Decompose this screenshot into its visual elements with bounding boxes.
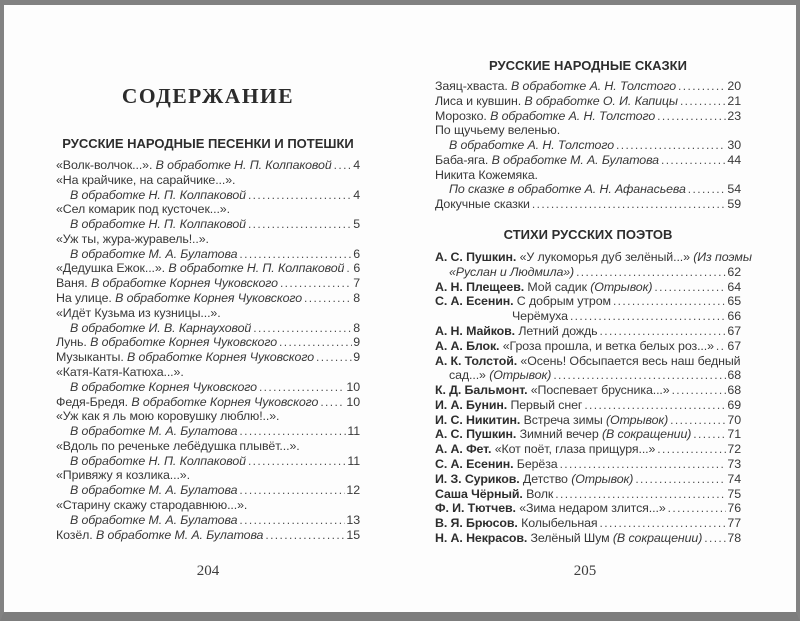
entry-title: Козёл. xyxy=(56,527,96,542)
dot-leader xyxy=(346,261,352,276)
entry-text xyxy=(70,454,246,469)
dot-leader xyxy=(584,398,726,413)
toc-line xyxy=(56,439,360,454)
entry-text xyxy=(435,250,752,265)
toc-line xyxy=(56,350,360,365)
entry-editor-note: В обработке А. Н. Толстого xyxy=(490,108,656,123)
entry-text xyxy=(449,138,614,153)
dot-leader xyxy=(693,427,726,442)
entry-title: Летний дождь xyxy=(518,323,598,338)
page-ref: 67 xyxy=(727,323,741,338)
dot-leader xyxy=(716,339,727,354)
section-folk-tales xyxy=(435,58,741,212)
entry-editor-note: (В сокращении) xyxy=(612,530,703,545)
entry-editor-note: (Отрывок) xyxy=(489,368,552,383)
page-ref: 20 xyxy=(727,79,741,93)
toc-line xyxy=(435,516,741,531)
entry-text xyxy=(56,468,190,483)
entry-author: Н. А. Некрасов. xyxy=(435,530,531,545)
dot-leader xyxy=(248,454,346,469)
entry-text xyxy=(70,188,246,203)
toc-line xyxy=(435,501,741,516)
entry-editor-note: (Из поэмы xyxy=(693,250,752,265)
entry-text xyxy=(449,265,574,280)
entry-text xyxy=(435,531,702,546)
toc-line xyxy=(56,232,360,247)
right-page-column xyxy=(435,58,752,546)
entry-title: «Старину скажу стародавнюю...». xyxy=(56,497,248,512)
entry-title: «Зима недаром злится...» xyxy=(519,501,666,516)
entry-editor-note: В обработке Н. П. Колпаковой xyxy=(168,261,345,276)
entry-text xyxy=(435,280,652,295)
entry-text xyxy=(56,528,263,543)
entry-title: Встреча зимы xyxy=(523,412,607,427)
entry-editor-note: (Отрывок) xyxy=(590,279,653,294)
entry-author: В. Я. Брюсов. xyxy=(435,516,522,531)
entry-text xyxy=(435,94,678,109)
dot-leader xyxy=(560,457,727,472)
entry-text xyxy=(56,395,318,410)
entry-title: «У лукоморья дуб зелёный...» xyxy=(519,250,694,265)
dot-leader xyxy=(654,280,726,295)
entry-title: Баба-яга. xyxy=(435,152,492,167)
toc-line xyxy=(56,498,360,513)
entry-author: И. А. Бунин. xyxy=(435,397,511,412)
toc-line xyxy=(56,261,360,276)
entry-author: К. Д. Бальмонт. xyxy=(435,383,531,398)
entry-text xyxy=(56,409,279,424)
dot-leader xyxy=(320,395,345,410)
entry-author: А. С. Пушкин. xyxy=(435,427,520,442)
dot-leader xyxy=(553,368,726,383)
toc-line xyxy=(56,483,360,498)
entry-author: С. А. Есенин. xyxy=(435,456,517,471)
entry-title: Детство xyxy=(522,471,572,486)
entry-title: Лунь. xyxy=(56,335,91,350)
entry-editor-note: В обработке М. А. Булатова xyxy=(70,512,238,527)
entry-editor-note: В обработке М. А. Булатова xyxy=(95,527,264,542)
entry-title: «Гроза прошла, и ветка белых роз...» xyxy=(502,338,714,353)
entry-title: «Дедушка Ежок...». xyxy=(56,261,169,276)
toc-line xyxy=(56,291,360,306)
entry-editor-note: (В сокращении) xyxy=(601,427,692,442)
page-ref: 8 xyxy=(353,291,360,306)
entry-text xyxy=(70,217,246,232)
entry-text xyxy=(56,232,209,247)
toc-line xyxy=(435,427,741,442)
entry-title: «Уж как я ль мою коровушку люблю!..». xyxy=(56,409,280,424)
page-ref: 23 xyxy=(727,108,741,123)
page-ref: 64 xyxy=(727,279,741,294)
dot-leader xyxy=(680,94,726,109)
entry-title: «Поспевает брусника...» xyxy=(530,383,670,398)
entry-text xyxy=(56,291,302,306)
entry-author: А. К. Толстой. xyxy=(435,353,521,368)
entry-editor-note: (Отрывок) xyxy=(571,471,634,486)
entry-title: С добрым утром xyxy=(516,294,611,309)
entry-title: «Вдоль по реченьке лебёдушка плывёт...». xyxy=(56,438,300,453)
entry-text xyxy=(56,439,300,454)
dot-leader xyxy=(688,182,727,197)
entry-text xyxy=(70,247,237,262)
page-ref: 72 xyxy=(727,442,741,457)
page-ref: 9 xyxy=(353,335,360,350)
entry-text xyxy=(56,276,278,291)
entry-title: Берёза xyxy=(516,456,558,471)
entry-text xyxy=(56,365,184,380)
page-ref: 11 xyxy=(347,424,360,439)
entry-title: «Волк-волчок...». xyxy=(56,158,156,172)
entry-title: Черёмуха xyxy=(512,309,568,324)
entry-title: Никита Кожемяка. xyxy=(435,167,538,182)
toc-line xyxy=(435,413,741,428)
dot-leader xyxy=(704,531,726,546)
page-ref: 10 xyxy=(346,394,360,409)
toc-line xyxy=(435,368,741,383)
toc-line xyxy=(435,339,741,354)
entry-title: «На крайчике, на сарайчике...». xyxy=(56,172,236,187)
entry-editor-note: В обработке М. А. Булатова xyxy=(70,246,238,261)
toc-line xyxy=(56,513,360,528)
entry-editor-note: В обработке М. А. Булатова xyxy=(70,424,238,439)
dot-leader xyxy=(672,383,727,398)
entry-text xyxy=(56,498,247,513)
entry-text xyxy=(435,398,582,413)
dot-leader xyxy=(280,276,352,291)
entry-title: Волк xyxy=(526,486,554,501)
entry-text xyxy=(435,501,666,516)
entry-title: Зелёный Шум xyxy=(530,530,613,545)
entry-text xyxy=(435,339,714,354)
entry-text xyxy=(56,335,277,350)
toc-line xyxy=(435,250,752,265)
page-ref: 77 xyxy=(727,516,741,531)
entry-text xyxy=(70,321,251,336)
entry-title: Лиса и кувшин. xyxy=(435,93,525,108)
toc-line xyxy=(435,383,741,398)
dot-leader xyxy=(613,294,726,309)
entry-title: Музыканты. xyxy=(56,350,128,365)
toc-line xyxy=(56,188,360,203)
toc-line xyxy=(435,79,741,94)
section-header-poems: СТИХИ РУССКИХ ПОЭТОВ xyxy=(503,227,673,243)
dot-leader xyxy=(570,309,726,324)
toc-line xyxy=(435,442,741,457)
dot-leader xyxy=(334,158,353,173)
entry-text xyxy=(435,79,676,94)
entry-text xyxy=(435,427,691,442)
page-ref: 65 xyxy=(727,294,741,309)
dot-leader xyxy=(239,247,352,262)
entry-author: А. Н. Майков. xyxy=(435,323,519,338)
dot-leader xyxy=(239,483,345,498)
entry-editor-note: В обработке Корнея Чуковского xyxy=(90,335,278,350)
entry-editor-note: В обработке М. А. Булатова xyxy=(491,152,659,167)
entry-text xyxy=(56,261,344,276)
entry-text xyxy=(435,153,659,168)
entry-text xyxy=(70,513,237,528)
dot-leader xyxy=(635,472,726,487)
entry-text xyxy=(435,324,598,339)
entry-author: С. А. Есенин. xyxy=(435,294,517,309)
page-ref: 10 xyxy=(346,379,360,394)
dot-leader xyxy=(253,321,352,336)
entry-editor-note: В обработке И. В. Карнауховой xyxy=(70,320,252,335)
page-ref: 68 xyxy=(727,383,741,398)
page-ref: 66 xyxy=(727,309,741,324)
page-ref: 70 xyxy=(727,412,741,427)
entry-text xyxy=(56,350,314,365)
toc-line xyxy=(435,168,741,183)
entry-editor-note: В обработке Н. П. Колпаковой xyxy=(70,217,246,232)
toc-line xyxy=(56,217,360,232)
dot-leader xyxy=(670,413,726,428)
toc-line xyxy=(435,398,741,413)
section-folk-songs xyxy=(56,136,360,542)
entry-title: Заяц-хваста. xyxy=(435,79,512,93)
entry-title: По щучьему веленью. xyxy=(435,123,561,138)
toc-line xyxy=(56,468,360,483)
dot-leader xyxy=(576,265,726,280)
section-header-folk-songs: РУССКИЕ НАРОДНЫЕ ПЕСЕНКИ И ПОТЕШКИ xyxy=(62,136,354,151)
entry-editor-note: В обработке Н. П. Колпаковой xyxy=(70,187,246,202)
toc-line xyxy=(56,335,360,350)
section-poems xyxy=(435,227,752,546)
entry-editor-note: В обработке О. И. Капицы xyxy=(524,93,678,108)
page-ref: 73 xyxy=(727,456,741,471)
entry-editor-note: В обработке М. А. Булатова xyxy=(70,483,238,498)
toc-line xyxy=(435,138,741,153)
entry-author: Саша Чёрный. xyxy=(435,486,527,501)
toc-line xyxy=(56,306,360,321)
entry-text xyxy=(449,182,686,197)
page-ref: 12 xyxy=(346,483,360,498)
toc-line xyxy=(435,153,741,168)
dot-leader xyxy=(259,380,345,395)
entry-text xyxy=(435,442,655,457)
dot-leader xyxy=(678,79,726,94)
entry-text xyxy=(70,380,257,395)
page-ref: 78 xyxy=(727,530,741,545)
dot-leader xyxy=(657,442,726,457)
entry-editor-note: В обработке Корнея Чуковского xyxy=(127,350,314,365)
entry-title: «Катя-Катя-Катюха...». xyxy=(56,364,184,379)
page-ref: 13 xyxy=(346,512,360,527)
page-ref: 71 xyxy=(727,427,741,442)
toc-line xyxy=(435,309,741,324)
dot-leader xyxy=(248,217,352,232)
entry-editor-note: В обработке Н. П. Колпаковой xyxy=(155,158,332,172)
entry-author: А. А. Блок. xyxy=(435,338,503,353)
entry-text xyxy=(435,472,633,487)
entry-text xyxy=(449,368,551,383)
entry-title: сад...» xyxy=(449,368,490,383)
dot-leader xyxy=(239,424,346,439)
entry-editor-note: В обработке А. Н. Толстого xyxy=(449,138,614,153)
left-page-column xyxy=(56,84,360,542)
toc-line xyxy=(56,158,360,173)
page-ref: 9 xyxy=(353,350,360,365)
toc-line xyxy=(56,409,360,424)
entry-title: «Сел комарик под кусточек...». xyxy=(56,202,230,217)
page-ref: 8 xyxy=(353,320,360,335)
entry-title: Первый снег xyxy=(510,397,583,412)
entry-title: Ваня. xyxy=(56,276,91,291)
page-number-right: 205 xyxy=(573,563,597,579)
page-ref: 62 xyxy=(727,264,741,279)
dot-leader xyxy=(657,109,726,124)
toc-line xyxy=(56,395,360,410)
dot-leader xyxy=(316,350,352,365)
page-ref: 7 xyxy=(353,276,360,291)
entry-editor-note: В обработке Корнея Чуковского xyxy=(91,276,278,291)
entry-title: Федя-Бредя. xyxy=(56,394,132,409)
toc-line xyxy=(56,202,360,217)
entry-text xyxy=(512,309,568,324)
dot-leader xyxy=(304,291,352,306)
entry-title: «Привяжу я козлика...». xyxy=(56,468,190,483)
entry-editor-note: В обработке А. Н. Толстого xyxy=(511,79,677,93)
entry-text xyxy=(435,123,560,138)
page-ref: 4 xyxy=(353,187,360,202)
page-ref: 4 xyxy=(353,158,360,172)
toc-line xyxy=(56,424,360,439)
page-ref: 76 xyxy=(727,501,741,516)
dot-leader xyxy=(600,324,727,339)
page-ref: 21 xyxy=(727,93,741,108)
entry-text xyxy=(435,457,558,472)
toc-entries-folk-tales xyxy=(435,79,741,212)
toc-line xyxy=(435,123,741,138)
dot-leader xyxy=(532,197,727,212)
dot-leader xyxy=(668,501,727,516)
entry-text xyxy=(435,413,668,428)
toc-line xyxy=(56,454,360,469)
page-ref: 75 xyxy=(727,486,741,501)
entry-text xyxy=(435,168,538,183)
entry-text xyxy=(56,173,235,188)
page-ref: 67 xyxy=(727,338,741,353)
page-ref: 68 xyxy=(727,368,741,383)
toc-line xyxy=(435,324,741,339)
toc-entries-poems xyxy=(435,250,752,546)
entry-title: Мой садик xyxy=(527,279,591,294)
entry-title: «Кот поёт, глаза прищуря...» xyxy=(494,442,656,457)
section-header-folk-tales: РУССКИЕ НАРОДНЫЕ СКАЗКИ xyxy=(489,58,687,73)
entry-text xyxy=(435,487,553,502)
entry-editor-note: В обработке Корнея Чуковского xyxy=(131,394,319,409)
page-ref: 54 xyxy=(727,182,741,197)
page-ref: 6 xyxy=(353,261,361,276)
toc-title: СОДЕРЖАНИЕ xyxy=(121,84,295,108)
toc-line xyxy=(56,173,360,188)
entry-title: «Уж ты, жура-журавель!..». xyxy=(56,231,209,246)
entry-editor-note: В обработке Корнея Чуковского xyxy=(70,379,257,394)
entry-title: Зимний вечер xyxy=(519,427,602,442)
page-ref: 5 xyxy=(353,217,360,232)
entry-author: А. Н. Плещеев. xyxy=(435,279,528,294)
toc-line xyxy=(435,487,741,502)
entry-text xyxy=(435,383,670,398)
toc-line xyxy=(435,94,741,109)
entry-author: И. З. Суриков. xyxy=(435,471,523,486)
entry-author: А. С. Пушкин. xyxy=(435,250,520,265)
entry-text xyxy=(435,197,530,212)
page-ref: 74 xyxy=(727,471,741,486)
entry-author: А. А. Фет. xyxy=(435,442,495,457)
toc-line xyxy=(435,182,741,197)
entry-author: Ф. И. Тютчев. xyxy=(435,501,520,516)
dot-leader xyxy=(248,188,352,203)
entry-text xyxy=(435,109,655,124)
dot-leader xyxy=(555,487,726,502)
toc-line xyxy=(56,276,360,291)
entry-editor-note: «Руслан и Людмила») xyxy=(449,264,575,279)
toc-line xyxy=(435,280,741,295)
dot-leader xyxy=(600,516,727,531)
toc-line xyxy=(435,457,741,472)
entry-editor-note: (Отрывок) xyxy=(606,412,669,427)
page-ref: 69 xyxy=(727,397,741,412)
page-ref: 30 xyxy=(727,138,741,153)
entry-text xyxy=(70,483,237,498)
entry-text xyxy=(435,516,598,531)
page-ref: 11 xyxy=(347,453,360,468)
entry-text xyxy=(56,202,230,217)
entry-editor-note: В обработке Н. П. Колпаковой xyxy=(70,453,246,468)
dot-leader xyxy=(239,513,345,528)
entry-text xyxy=(435,354,741,369)
toc-line xyxy=(435,265,741,280)
page-ref: 15 xyxy=(346,527,360,542)
entry-editor-note: В обработке Корнея Чуковского xyxy=(115,291,303,306)
page-ref: 44 xyxy=(727,152,741,167)
toc-line xyxy=(56,380,360,395)
entry-author: И. С. Никитин. xyxy=(435,412,524,427)
entry-title: На улице. xyxy=(56,291,116,306)
entry-title: «Идёт Кузьма из кузницы...». xyxy=(56,305,221,320)
toc-entries-folk-songs xyxy=(56,158,360,542)
toc-line xyxy=(56,528,360,543)
entry-text xyxy=(56,306,221,321)
entry-text xyxy=(56,158,332,173)
toc-line xyxy=(435,294,741,309)
page-number-left: 204 xyxy=(196,563,220,579)
entry-title: Докучные сказки xyxy=(435,197,530,212)
page-ref: 6 xyxy=(353,246,360,261)
toc-line xyxy=(56,365,360,380)
toc-line xyxy=(435,472,741,487)
toc-line xyxy=(435,109,741,124)
toc-line xyxy=(56,247,360,262)
toc-line xyxy=(435,531,741,546)
dot-leader xyxy=(265,528,345,543)
entry-title: Морозко. xyxy=(435,108,491,123)
dot-leader xyxy=(616,138,726,153)
entry-title: «Осень! Обсыпается весь наш бедный xyxy=(520,353,741,368)
toc-line xyxy=(435,354,741,369)
dot-leader xyxy=(279,335,352,350)
entry-title: Колыбельная xyxy=(521,516,598,531)
page-ref: 59 xyxy=(727,197,741,212)
entry-text xyxy=(435,294,611,309)
toc-line xyxy=(56,321,360,336)
entry-text xyxy=(70,424,237,439)
entry-editor-note: По сказке в обработке А. Н. Афанасьева xyxy=(449,182,686,197)
toc-line xyxy=(435,197,741,212)
dot-leader xyxy=(661,153,726,168)
